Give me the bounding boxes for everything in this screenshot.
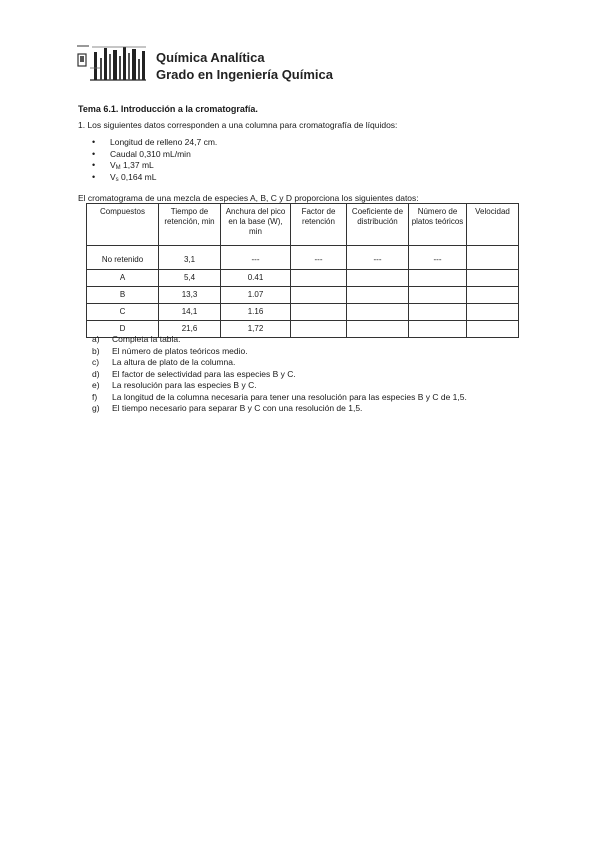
degree-title: Grado en Ingeniería Química [156,67,333,82]
header-coeficiente-distribucion: Coeficiente de distribución [347,204,409,246]
header-velocidad: Velocidad [467,204,519,246]
table-cell [409,287,467,304]
questions-list [92,334,467,415]
table-row [87,304,519,321]
question-item: e) La resolución para las especies B y C. [92,380,257,390]
university-logo-icon [76,44,148,82]
table-cell: 21,6 [159,321,221,338]
header-numero-platos: Número de platos teóricos [409,204,467,246]
table-cell: D [87,321,159,338]
question-item: d) El factor de selectividad para las especies B y C. [92,368,296,379]
table-cell: 5,4 [159,270,221,287]
table-cell [467,246,519,270]
table-row [87,287,519,304]
table-cell: --- [347,246,409,270]
table-row [87,246,519,270]
table-cell [347,304,409,321]
table-cell [291,287,347,304]
list-item: • VM 1,37 mL [90,160,217,172]
table-cell [467,270,519,287]
table-cell: B [87,287,159,304]
table-cell: 3,1 [159,246,221,270]
question-item: f) La longitud de la columna necesaria para tener una resolución para las especies B y C de 1,5. [92,391,467,402]
table-header-row [87,204,519,246]
header-compuestos: Compuestos [87,204,159,246]
list-item: • Caudal 0,310 mL/min [90,149,217,161]
topic-title: Tema 6.1. Introducción a la cromatografía. [78,104,258,114]
list-item: • Vs 0,164 mL [90,172,217,184]
table-cell: 0.41 [221,270,291,287]
question-item: c) La altura de plato de la columna. [92,357,236,367]
list-item: • Longitud de relleno 24,7 cm. [90,137,217,149]
table-cell: C [87,304,159,321]
table-cell [291,270,347,287]
table-cell: --- [409,246,467,270]
chromatography-table [86,203,519,338]
table-cell: 14,1 [159,304,221,321]
question-item: b) El número de platos teóricos medio. [92,345,248,356]
table-cell [409,270,467,287]
question-item: a) Completa la tabla. [92,334,181,344]
table-cell [409,304,467,321]
table-cell: 1.16 [221,304,291,321]
question-item: g) El tiempo necesario para separar B y C con una resolución de 1,5. [92,403,363,413]
table-cell: 13,3 [159,287,221,304]
column-data-list [90,137,217,183]
header-anchura-pico: Anchura del pico en la base (W), min [221,204,291,246]
chromatogram-intro: El cromatograma de una mezcla de especies A, B, C y D proporciona los siguientes datos: [78,193,419,203]
table-cell: No retenido [87,246,159,270]
table-cell [467,321,519,338]
header-tiempo-retencion: Tiempo de retención, min [159,204,221,246]
table-cell: --- [291,246,347,270]
table-cell: 1,72 [221,321,291,338]
table-cell [347,287,409,304]
table-cell [291,304,347,321]
table-cell [347,270,409,287]
table-row [87,270,519,287]
table-cell [467,287,519,304]
table-cell: A [87,270,159,287]
problem-statement: 1. Los siguientes datos corresponden a una columna para cromatografía de líquidos: [78,120,398,130]
table-cell [467,304,519,321]
table-cell: --- [221,246,291,270]
header-factor-retencion: Factor de retención [291,204,347,246]
course-title: Química Analítica [156,50,265,65]
table-cell: 1.07 [221,287,291,304]
